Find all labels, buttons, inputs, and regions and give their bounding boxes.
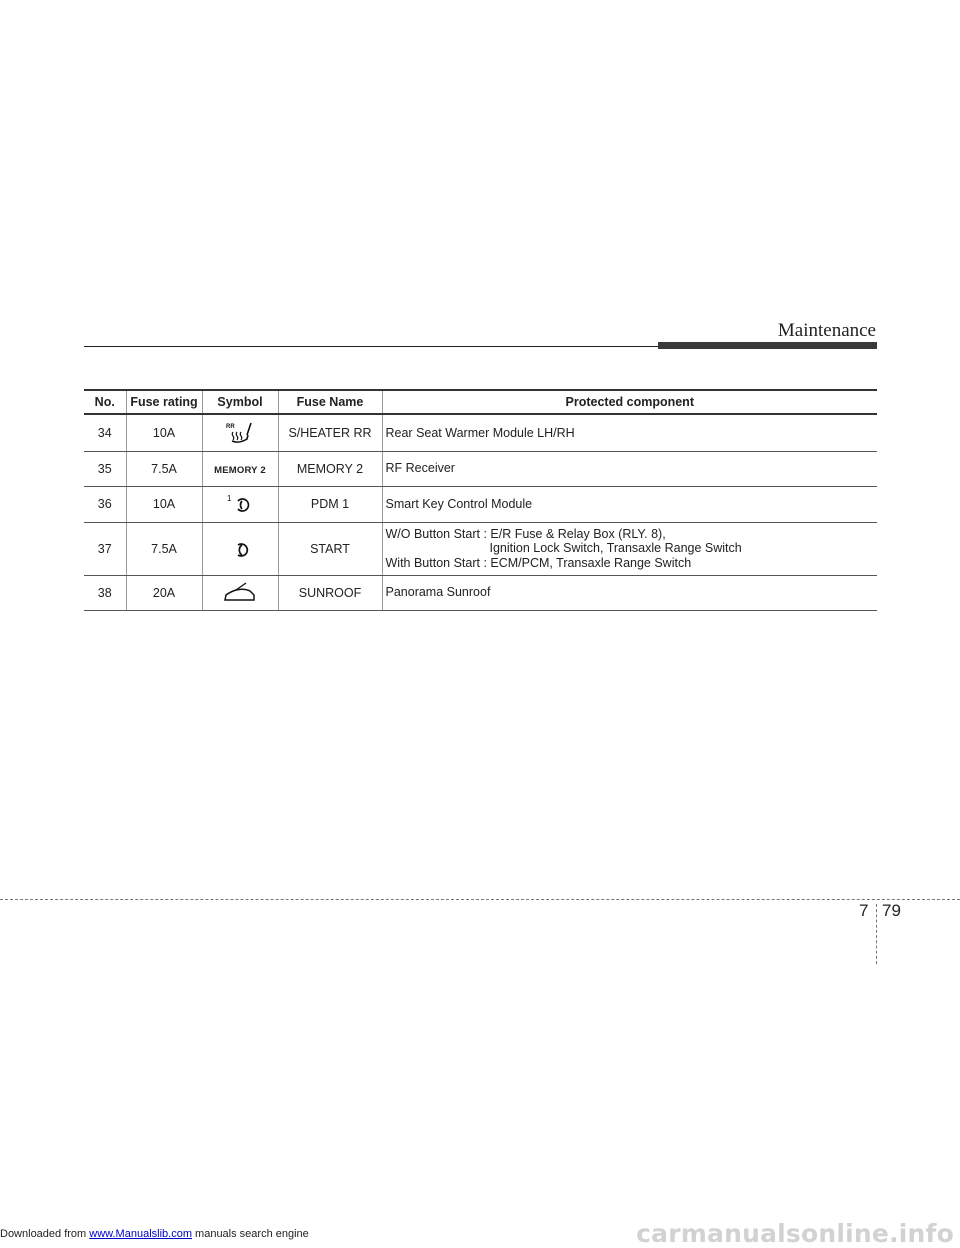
protected-component: Smart Key Control Module — [382, 486, 877, 522]
component-line: With Button Start : ECM/PCM, Transaxle Range Switch — [385, 555, 692, 570]
table-row — [84, 486, 877, 522]
watermark-text: carmanualsonline.info — [636, 1219, 954, 1248]
fuse-rating: 10A — [126, 486, 202, 522]
column-header-fuse-name: Fuse Name — [278, 390, 382, 414]
fuse-no: 36 — [84, 486, 126, 522]
fuse-symbol — [202, 414, 278, 451]
protected-component: Panorama Sunroof — [382, 575, 877, 610]
fuse-rating: 7.5A — [126, 522, 202, 575]
table-row — [84, 522, 877, 575]
fuse-no: 37 — [84, 522, 126, 575]
fuse-symbol — [202, 522, 278, 575]
fuse-rating: 20A — [126, 575, 202, 610]
fuse-name: MEMORY 2 — [278, 451, 382, 486]
download-prefix: Downloaded from — [0, 1228, 90, 1240]
download-suffix: manuals search engine — [191, 1228, 309, 1240]
fuse-symbol — [202, 486, 278, 522]
table-row — [84, 451, 877, 486]
component-line: W/O Button Start : E/R Fuse & Relay Box (RLY. 8), — [385, 526, 666, 541]
fuse-rating: 7.5A — [126, 451, 202, 486]
fuse-name: SUNROOF — [278, 575, 382, 610]
manualslib-link[interactable]: www.Manualslib.com — [89, 1228, 192, 1240]
pdm-key-label: 1 — [227, 494, 232, 503]
fuse-no: 35 — [84, 451, 126, 486]
page-number: 79 — [882, 901, 901, 920]
protected-component: Rear Seat Warmer Module LH/RH — [382, 414, 877, 451]
column-header-symbol: Symbol — [202, 390, 278, 414]
table-header-row — [84, 390, 877, 414]
fuse-name: START — [278, 522, 382, 575]
fuse-rating: 10A — [126, 414, 202, 451]
section-title: Maintenance — [777, 320, 876, 341]
fuse-name: PDM 1 — [278, 486, 382, 522]
column-header-fuse-rating: Fuse rating — [126, 390, 202, 414]
fuse-no: 34 — [84, 414, 126, 451]
rear-seat-heater-label: RR — [226, 423, 235, 430]
component-line: Ignition Lock Switch, Transaxle Range Switch — [489, 541, 742, 556]
fuse-no: 38 — [84, 575, 126, 610]
table-row — [84, 414, 877, 451]
rear-seat-heater-icon — [220, 421, 260, 445]
chapter-number: 7 — [859, 901, 869, 920]
footer-dashed-divider — [876, 904, 877, 964]
fuse-name: S/HEATER RR — [278, 414, 382, 451]
download-banner — [0, 1228, 309, 1240]
header-rule — [84, 346, 658, 347]
footer-dashed-rule — [0, 899, 960, 900]
sunroof-icon — [220, 581, 260, 605]
pdm-key-icon — [223, 493, 257, 515]
fuse-symbol — [202, 451, 278, 486]
column-header-protected-component: Protected component — [382, 390, 877, 414]
memory-symbol-text: MEMORY 2 — [214, 464, 266, 476]
header-rule-bar — [658, 342, 877, 349]
table-row — [84, 575, 877, 610]
fuse-symbol — [202, 575, 278, 610]
start-key-icon — [223, 538, 257, 560]
protected-component: RF Receiver — [382, 451, 877, 486]
fuse-table — [84, 389, 877, 611]
column-header-no: No. — [84, 390, 126, 414]
protected-component — [382, 522, 877, 575]
